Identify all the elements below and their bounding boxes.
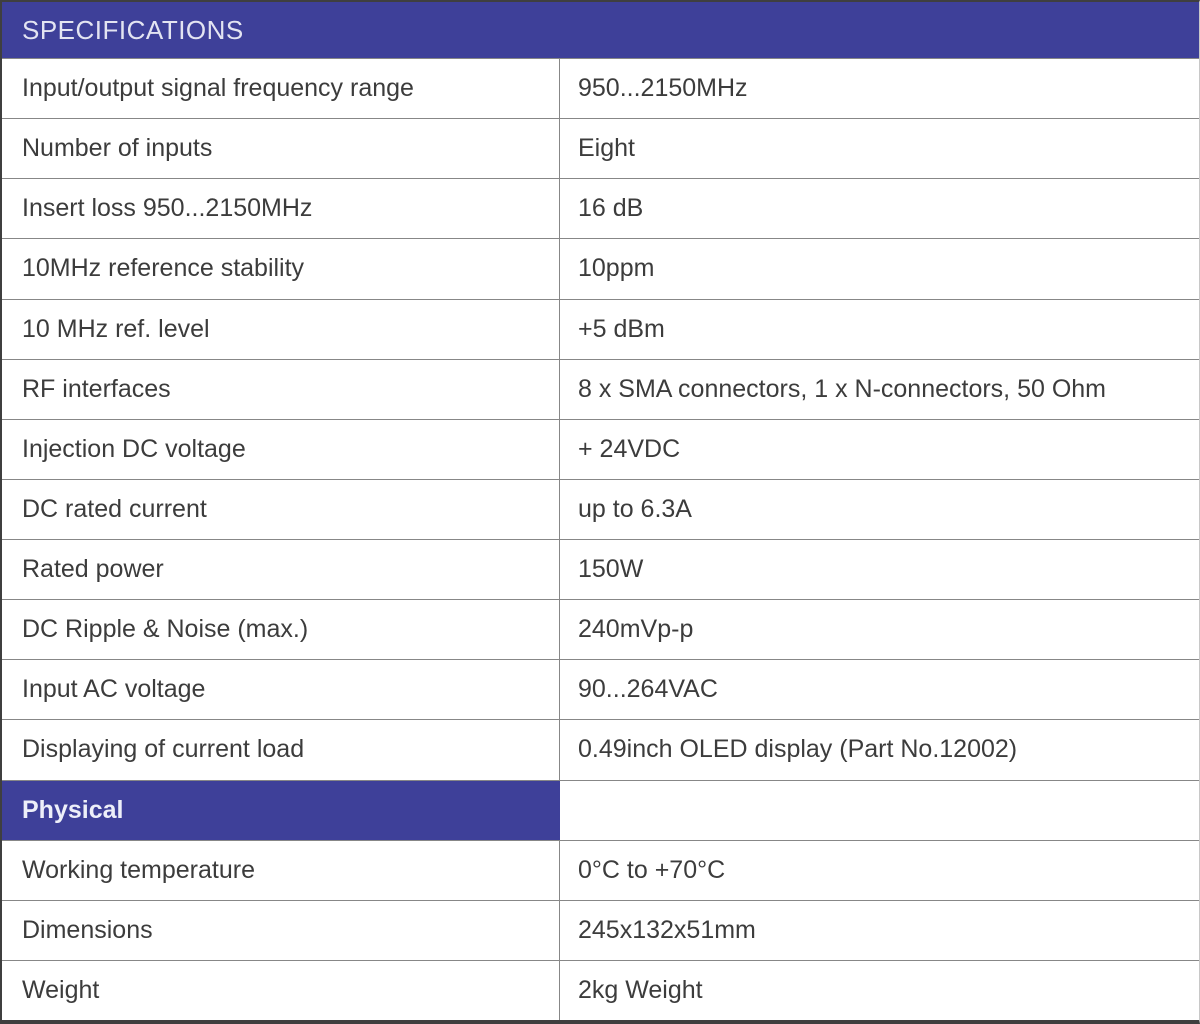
spec-label-cell: DC Ripple & Noise (max.) xyxy=(2,600,560,659)
table-row xyxy=(2,900,1199,960)
spec-label-cell: 10MHz reference stability xyxy=(2,239,560,298)
spec-value-cell: 245x132x51mm xyxy=(578,915,756,944)
spec-label-cell: Working temperature xyxy=(2,841,560,900)
spec-value-cell: 2kg Weight xyxy=(578,975,703,1004)
spec-label-cell: RF interfaces xyxy=(2,360,560,419)
spec-label-cell: Number of inputs xyxy=(2,119,560,178)
table-header-bar xyxy=(2,2,1199,58)
spec-value-cell: 950...2150MHz xyxy=(578,74,748,103)
spec-value-cell: up to 6.3A xyxy=(578,494,692,523)
table-row xyxy=(2,118,1199,178)
spec-value-cell: 8 x SMA connectors, 1 x N-connectors, 50 Ohm xyxy=(578,374,1107,403)
table-row xyxy=(2,719,1199,779)
spec-value-cell: + 24VDC xyxy=(578,434,681,463)
spec-value-cell: 0.49inch OLED display (Part No.12002) xyxy=(578,735,1018,764)
table-row xyxy=(2,840,1199,900)
spec-label-cell: Displaying of current load xyxy=(2,720,560,779)
spec-label-cell: Weight xyxy=(2,961,560,1020)
table-row xyxy=(2,238,1199,298)
spec-value-cell: 0°C to +70°C xyxy=(578,855,726,884)
spec-value-cell: 150W xyxy=(578,555,644,584)
section-title-physical: Physical xyxy=(2,781,560,840)
table-row xyxy=(2,659,1199,719)
spec-label-cell: Insert loss 950...2150MHz xyxy=(2,179,560,238)
spec-value-cell: 10ppm xyxy=(578,254,655,283)
spec-value-cell-empty xyxy=(560,781,1199,840)
spec-value-cell: Eight xyxy=(578,134,635,163)
spec-label-cell: Input AC voltage xyxy=(2,660,560,719)
spec-label-cell: DC rated current xyxy=(2,480,560,539)
spec-label-cell: Input/output signal frequency range xyxy=(2,59,560,118)
table-row xyxy=(2,359,1199,419)
table-row xyxy=(2,299,1199,359)
spec-value-cell: +5 dBm xyxy=(578,314,665,343)
table-row xyxy=(2,58,1199,118)
table-row xyxy=(2,178,1199,238)
table-row xyxy=(2,419,1199,479)
spec-value-cell: 16 dB xyxy=(578,194,644,223)
table-title: SPECIFICATIONS xyxy=(22,14,244,45)
table-row xyxy=(2,960,1199,1020)
spec-value-cell: 90...264VAC xyxy=(578,675,718,704)
spec-label-cell: 10 MHz ref. level xyxy=(2,300,560,359)
table-row xyxy=(2,539,1199,599)
section-row-physical xyxy=(2,780,1199,840)
spec-label-cell: Injection DC voltage xyxy=(2,420,560,479)
table-row xyxy=(2,479,1199,539)
spec-label-cell: Dimensions xyxy=(2,901,560,960)
spec-label-cell: Rated power xyxy=(2,540,560,599)
table-row xyxy=(2,599,1199,659)
spec-value-cell: 240mVp-p xyxy=(578,615,694,644)
